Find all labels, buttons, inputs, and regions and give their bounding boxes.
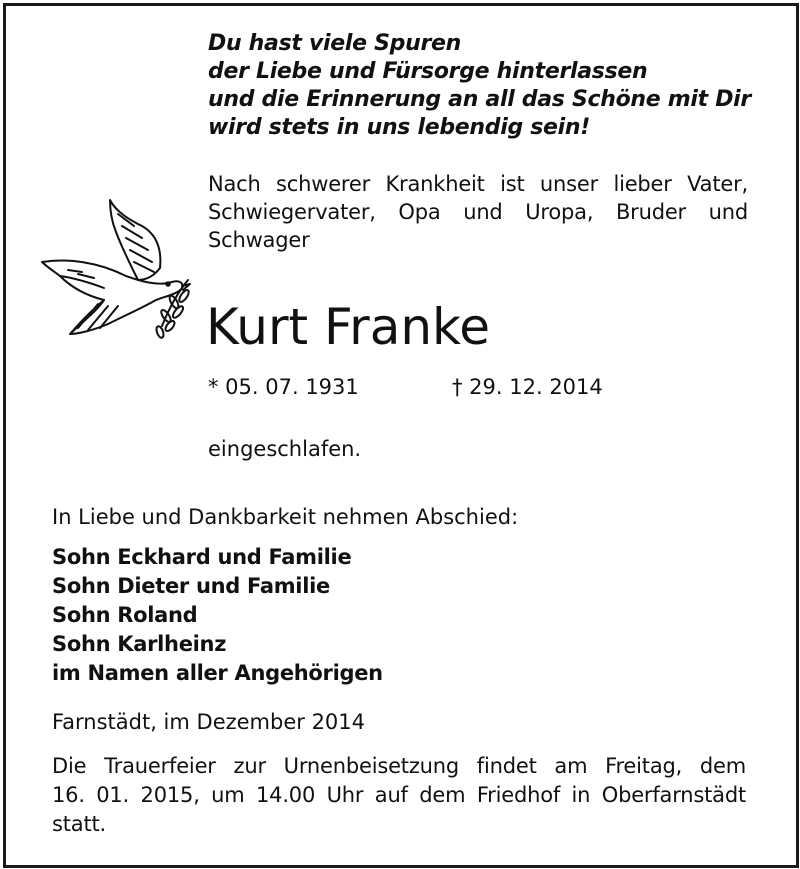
passing-text: eingeschlafen. (208, 437, 362, 461)
family-member: im Namen aller Angehörigen (52, 661, 383, 685)
death-date: † 29. 12. 2014 (452, 375, 603, 399)
service-line: statt. (52, 812, 106, 836)
intro-line: Schwager (208, 228, 310, 252)
place-date: Farnstädt, im Dezember 2014 (52, 710, 366, 734)
intro-line: Schwiegervater, Opa und Uropa, Bruder und (208, 200, 748, 224)
intro-line: Nach schwerer Krankheit ist unser lieber Vater, (208, 172, 748, 196)
poem-line: und die Erinnerung an all das Schöne mit Dir (208, 87, 751, 112)
dove-icon (38, 192, 200, 342)
family-member: Sohn Eckhard und Familie (52, 545, 352, 569)
poem-line: wird stets in uns lebendig sein! (208, 115, 591, 140)
service-line: Die Trauerfeier zur Urnenbeisetzung findet am Freitag, dem (52, 754, 746, 778)
farewell-text: In Liebe und Dankbarkeit nehmen Abschied: (52, 505, 519, 529)
family-member: Sohn Dieter und Familie (52, 574, 330, 598)
intro-text (208, 170, 748, 254)
poem-verse (208, 30, 751, 142)
poem-line: Du hast viele Spuren (208, 31, 461, 56)
family-member: Sohn Karlheinz (52, 632, 227, 656)
service-line: 16. 01. 2015, um 14.00 Uhr auf dem Friedhof in Oberfarnstädt (52, 783, 746, 807)
poem-line: der Liebe und Fürsorge hinterlassen (208, 59, 648, 84)
family-member: Sohn Roland (52, 603, 198, 627)
service-notice (52, 752, 746, 839)
birth-date: * 05. 07. 1931 (208, 375, 359, 399)
deceased-name: Kurt Franke (206, 298, 490, 356)
family-list (52, 543, 383, 688)
